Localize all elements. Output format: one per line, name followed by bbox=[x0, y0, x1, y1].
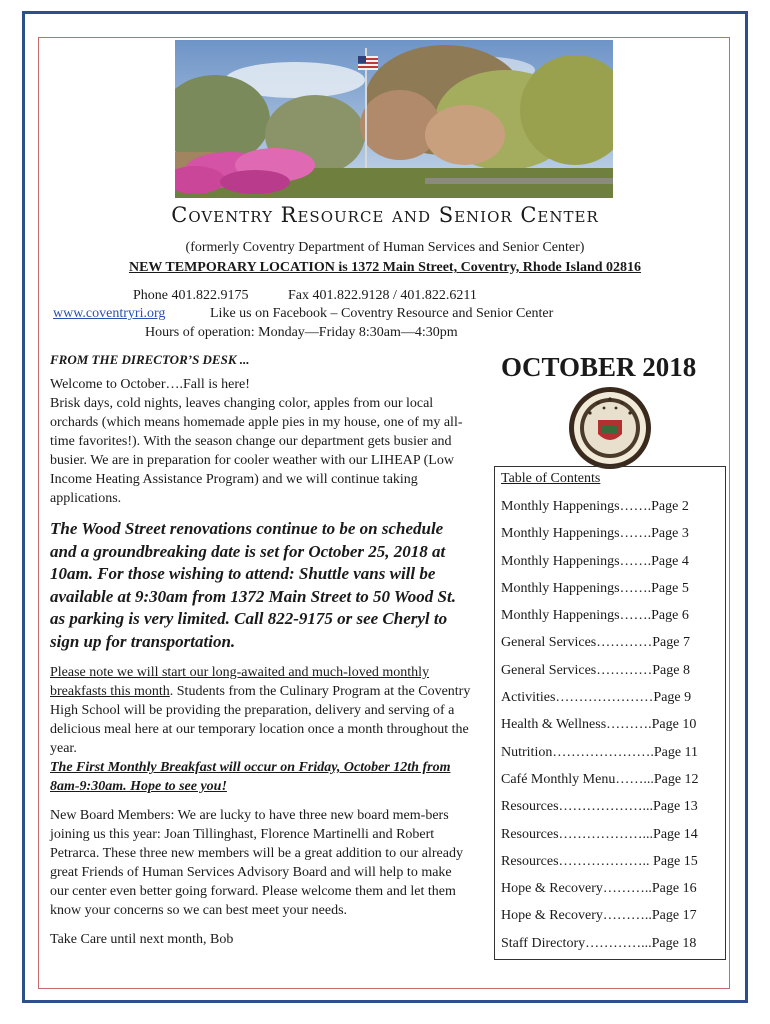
toc-item: Monthly Happenings…….Page 6 bbox=[501, 608, 689, 624]
welcome-line: Welcome to October….Fall is here! bbox=[50, 377, 250, 392]
toc-heading: Table of Contents bbox=[501, 471, 601, 486]
toc-item: Café Monthly Menu……...Page 12 bbox=[501, 771, 699, 787]
toc-item: Hope & Recovery………..Page 16 bbox=[501, 881, 697, 897]
breakfast-notice: Please note we will start our long-awaited and much-loved monthly breakfasts this month bbox=[50, 665, 430, 699]
toc-item: Staff Directory…………...Page 18 bbox=[501, 935, 697, 951]
toc-item: Monthly Happenings…….Page 4 bbox=[501, 553, 689, 569]
toc-item: Monthly Happenings…….Page 3 bbox=[501, 526, 689, 542]
facebook-text: Like us on Facebook – Coventry Resource and Senior Center bbox=[210, 306, 554, 321]
toc-item: General Services…………Page 7 bbox=[501, 635, 690, 651]
toc-item: Monthly Happenings…….Page 5 bbox=[501, 580, 689, 596]
table-of-contents bbox=[494, 466, 726, 960]
article-heading: FROM THE DIRECTOR’S DESK ... bbox=[50, 352, 250, 367]
header-photo bbox=[175, 40, 613, 198]
toc-item: Resources……………….. Page 15 bbox=[501, 853, 698, 869]
center-title: Coventry Resource and Senior Center bbox=[171, 203, 599, 227]
toc-item: Resources………………...Page 14 bbox=[501, 826, 698, 842]
directors-article bbox=[50, 350, 472, 949]
website-link[interactable]: www.coventryri.org bbox=[53, 306, 166, 321]
town-seal-icon bbox=[568, 386, 652, 470]
breakfast-paragraph bbox=[50, 663, 472, 758]
toc-item: Hope & Recovery………..Page 17 bbox=[501, 908, 697, 924]
toc-list bbox=[501, 499, 721, 963]
renovation-paragraph: The Wood Street renovations continue to be on schedule and a groundbreaking date is set for October 25, 2018 at 10am. For those wishing to attend: Shuttle vans will be available at 9:30am from 1372 Main Street to 50 Wood St. as parking is very limited. Call 822-9175 or see Cheryl to sign up for transportation. bbox=[50, 519, 456, 651]
breakfast-details: . Students from the Culinary Program at the Coventry High School will be providing the preparation, delivery and serving of a delicious meal here at our temporary location once a month throughout the year. bbox=[50, 684, 471, 756]
phone-number: Phone 401.822.9175 bbox=[133, 288, 249, 303]
toc-item: Monthly Happenings…….Page 2 bbox=[501, 499, 689, 514]
breakfast-date: The First Monthly Breakfast will occur on Friday, October 12th from 8am-9:30am. Hope to see you! bbox=[50, 760, 451, 794]
signoff: Take Care until next month, Bob bbox=[50, 932, 234, 947]
fax-number: Fax 401.822.9128 / 401.822.6211 bbox=[288, 288, 477, 303]
hours-of-operation: Hours of operation: Monday—Friday 8:30am—4:30pm bbox=[145, 325, 458, 340]
issue-month: OCTOBER 2018 bbox=[501, 352, 697, 382]
temporary-location: NEW TEMPORARY LOCATION is 1372 Main Street, Coventry, Rhode Island 02816 bbox=[128, 260, 642, 275]
formerly-text: (formerly Coventry Department of Human Services and Senior Center) bbox=[185, 240, 585, 255]
toc-item: Nutrition………………….Page 11 bbox=[501, 744, 699, 760]
toc-item: Health & Wellness……….Page 10 bbox=[501, 717, 697, 733]
toc-item: Activities…………………Page 9 bbox=[501, 690, 692, 706]
board-paragraph: New Board Members: We are lucky to have three new board mem-bers joining us this year: Joan Tillinghast, Florence Martinelli and Robert Petrarca. These three new members will be a great addition to our already great Friends of Human Services Advisory Board and will help to make our center even better going forward. Please welcome them and let them know your concerns so we can best meet your needs. bbox=[50, 808, 463, 918]
toc-item: General Services…………Page 8 bbox=[501, 662, 690, 678]
toc-item: Resources………………...Page 13 bbox=[501, 799, 698, 815]
intro-paragraph: Brisk days, cold nights, leaves changing color, apples from our local orchards (which means homemade apple pies in my house, one of my all-time favorites!). With the season change our department gets busier and busier. We are in preparation for cooler weather with our LIHEAP (Low Income Heating Assistance Program) and we will continue taking applications. bbox=[50, 396, 463, 506]
